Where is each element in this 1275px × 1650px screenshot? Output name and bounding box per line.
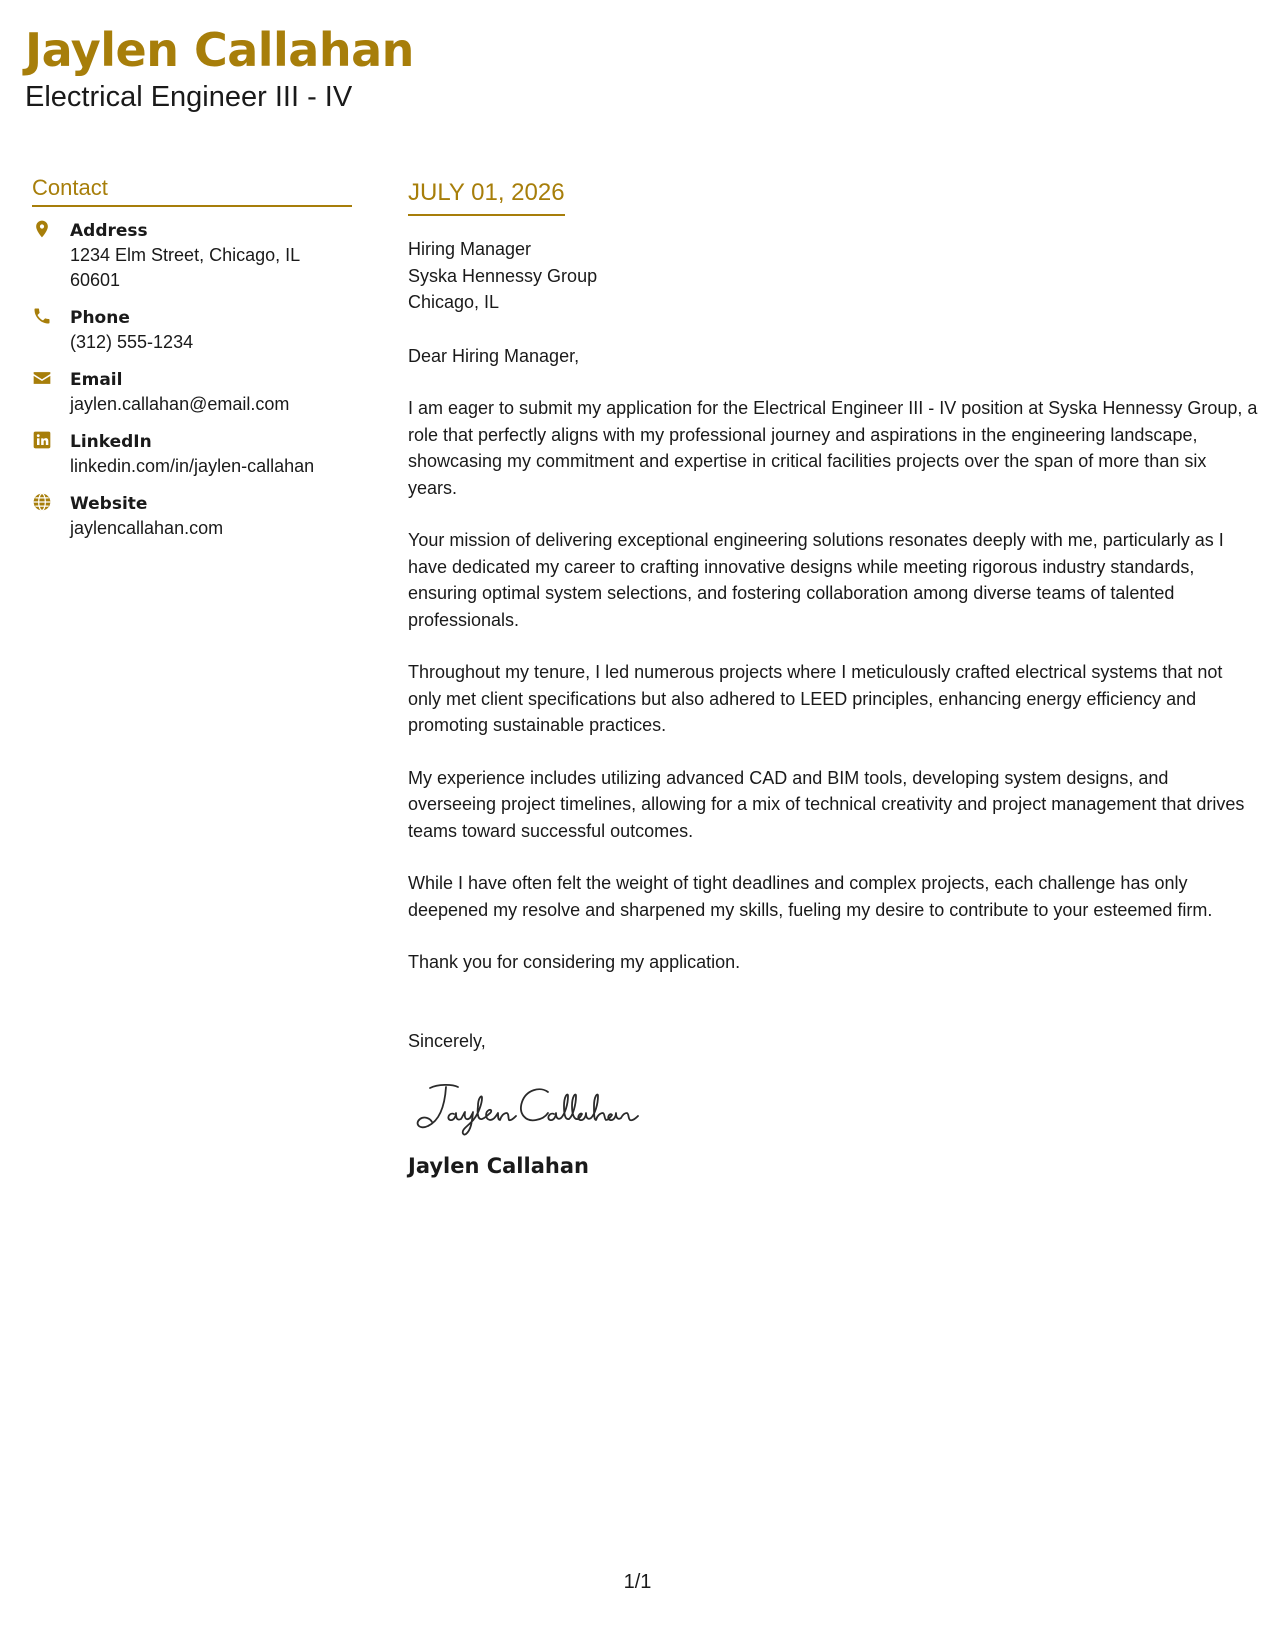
letter-paragraph: Throughout my tenure, I led numerous projects where I meticulously crafted electrical systems that not only met client specifications but also adhered to LEED principles, enhancing energy efficiency and promoting sustainable practices. bbox=[408, 662, 1223, 735]
contact-value-linkedin[interactable]: linkedin.com/in/jaylen-callahan bbox=[70, 456, 315, 476]
letter-paragraph: While I have often felt the weight of tight deadlines and complex projects, each challenge has only deepened my resolve and sharpened my skills, fueling my desire to contribute to your esteemed firm. bbox=[408, 873, 1213, 920]
contact-item-linkedin bbox=[32, 430, 352, 479]
contact-item-address bbox=[32, 219, 352, 293]
contact-item-phone bbox=[32, 306, 352, 355]
page-number: 1/1 bbox=[623, 1571, 652, 1593]
contact-label-phone: Phone bbox=[70, 308, 130, 328]
location-pin-icon bbox=[32, 219, 56, 243]
signer-name: Jaylen Callahan bbox=[408, 1154, 589, 1178]
recipient-line: Chicago, IL bbox=[408, 292, 500, 312]
contact-value-address: 1234 Elm Street, Chicago, IL 60601 bbox=[70, 245, 300, 290]
recipient-line: Syska Hennessy Group bbox=[408, 265, 598, 286]
recipient-block bbox=[408, 236, 1258, 316]
envelope-icon bbox=[32, 368, 56, 392]
contact-label-website: Website bbox=[70, 494, 148, 514]
contact-item-email bbox=[32, 368, 352, 417]
contact-heading: Contact bbox=[32, 175, 352, 207]
contact-value-email[interactable]: jaylen.callahan@email.com bbox=[70, 394, 290, 414]
letter-paragraph: Your mission of delivering exceptional engineering solutions resonates deeply with me, particularly as I have dedicated my career to crafting innovative designs while meeting rigorous industry standards, ensuring optimal system selections, and fostering collaboration among diverse teams of talented professionals. bbox=[408, 530, 1224, 630]
applicant-name: Jaylen Callahan bbox=[25, 23, 414, 77]
letter-date: JULY 01, 2026 bbox=[408, 178, 565, 216]
recipient-line: Hiring Manager bbox=[408, 239, 532, 259]
contact-label-address: Address bbox=[70, 221, 148, 241]
contact-label-email: Email bbox=[70, 370, 123, 390]
phone-icon bbox=[32, 306, 56, 330]
contact-label-linkedin: LinkedIn bbox=[70, 432, 152, 452]
contact-sidebar bbox=[32, 175, 352, 554]
contact-value-phone: (312) 555-1234 bbox=[70, 332, 194, 352]
handwritten-signature bbox=[408, 1076, 1258, 1138]
globe-icon bbox=[32, 492, 56, 516]
salutation: Dear Hiring Manager, bbox=[408, 345, 580, 366]
letter-body bbox=[408, 178, 1258, 1180]
applicant-title: Electrical Engineer III - IV bbox=[25, 81, 353, 113]
contact-item-website bbox=[32, 492, 352, 541]
closing: Sincerely, bbox=[408, 1030, 486, 1051]
letter-paragraph: I am eager to submit my application for the Electrical Engineer III - IV position at Syska Hennessy Group, a role that perfectly aligns with my professional journey and aspirations in the engineering landscape, showcasing my commitment and expertise in critical facilities projects over the span of more than six years. bbox=[408, 398, 1258, 498]
contact-list bbox=[32, 219, 352, 541]
letter-paragraph: My experience includes utilizing advanced CAD and BIM tools, developing system designs, and overseeing project timelines, allowing for a mix of technical creativity and project management that drives teams toward successful outcomes. bbox=[408, 767, 1245, 841]
letter-header bbox=[25, 22, 414, 114]
contact-value-website[interactable]: jaylencallahan.com bbox=[70, 518, 224, 538]
linkedin-icon bbox=[32, 430, 56, 454]
letter-paragraph: Thank you for considering my application. bbox=[408, 952, 741, 972]
